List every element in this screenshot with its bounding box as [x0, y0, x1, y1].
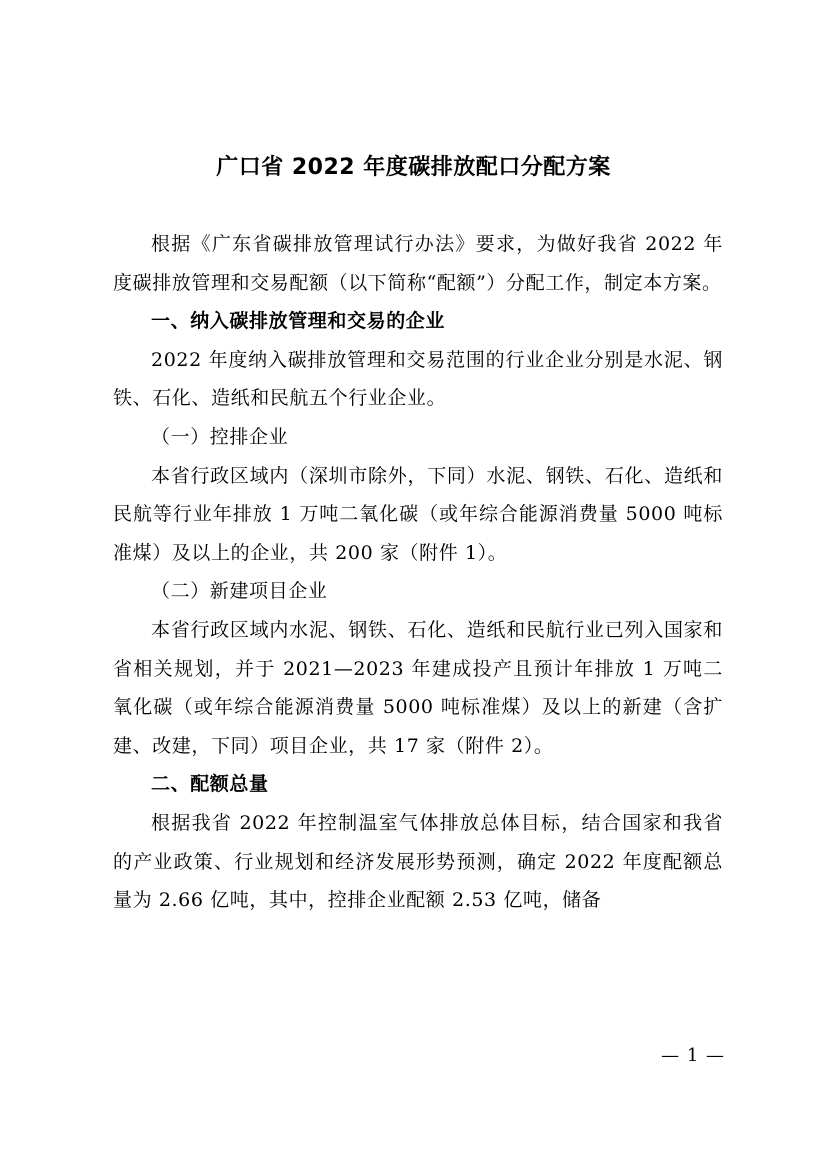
section-heading-1: 一、纳入碳排放管理和交易的企业 — [151, 310, 446, 333]
section-heading-2: 二、配额总量 — [151, 773, 269, 796]
subheading-2: （二）新建项目企业 — [151, 580, 328, 603]
subsection2-paragraph: 本省行政区域内水泥、钢铁、石化、造纸和民航行业已列入国家和省相关规划，并于 2021—2023 年建成投产且预计年排放 1 万吨二氧化碳（或年综合能源消费量 5000 吨标准煤）及以上的新建（含扩建、改建，下同）项目企业，共 17 家（附件 2）。 — [113, 618, 723, 757]
page-number: — 1 — — [661, 1045, 725, 1066]
subheading-1: （一）控排企业 — [151, 425, 289, 448]
document-title: 广口省 2022 年度碳排放配口分配方案 — [216, 155, 611, 180]
document-body — [113, 225, 723, 920]
section2-paragraph: 根据我省 2022 年控制温室气体排放总体目标，结合国家和我省的产业政策、行业规划和经济发展形势预测，确定 2022 年度配额总量为 2.66 亿吨，其中，控排企业配额 2.53 亿吨，储备 — [113, 811, 723, 912]
subsection1-paragraph: 本省行政区域内（深圳市除外，下同）水泥、钢铁、石化、造纸和民航等行业年排放 1 万吨二氧化碳（或年综合能源消费量 5000 吨标准煤）及以上的企业，共 200 家（附件 1）。 — [113, 464, 723, 564]
intro-paragraph: 根据《广东省碳排放管理试行办法》要求，为做好我省 2022 年度碳排放管理和交易配额（以下简称“配额”）分配工作，制定本方案。 — [113, 233, 723, 294]
section1-paragraph: 2022 年度纳入碳排放管理和交易范围的行业企业分别是水泥、钢铁、石化、造纸和民航五个行业企业。 — [113, 348, 723, 410]
